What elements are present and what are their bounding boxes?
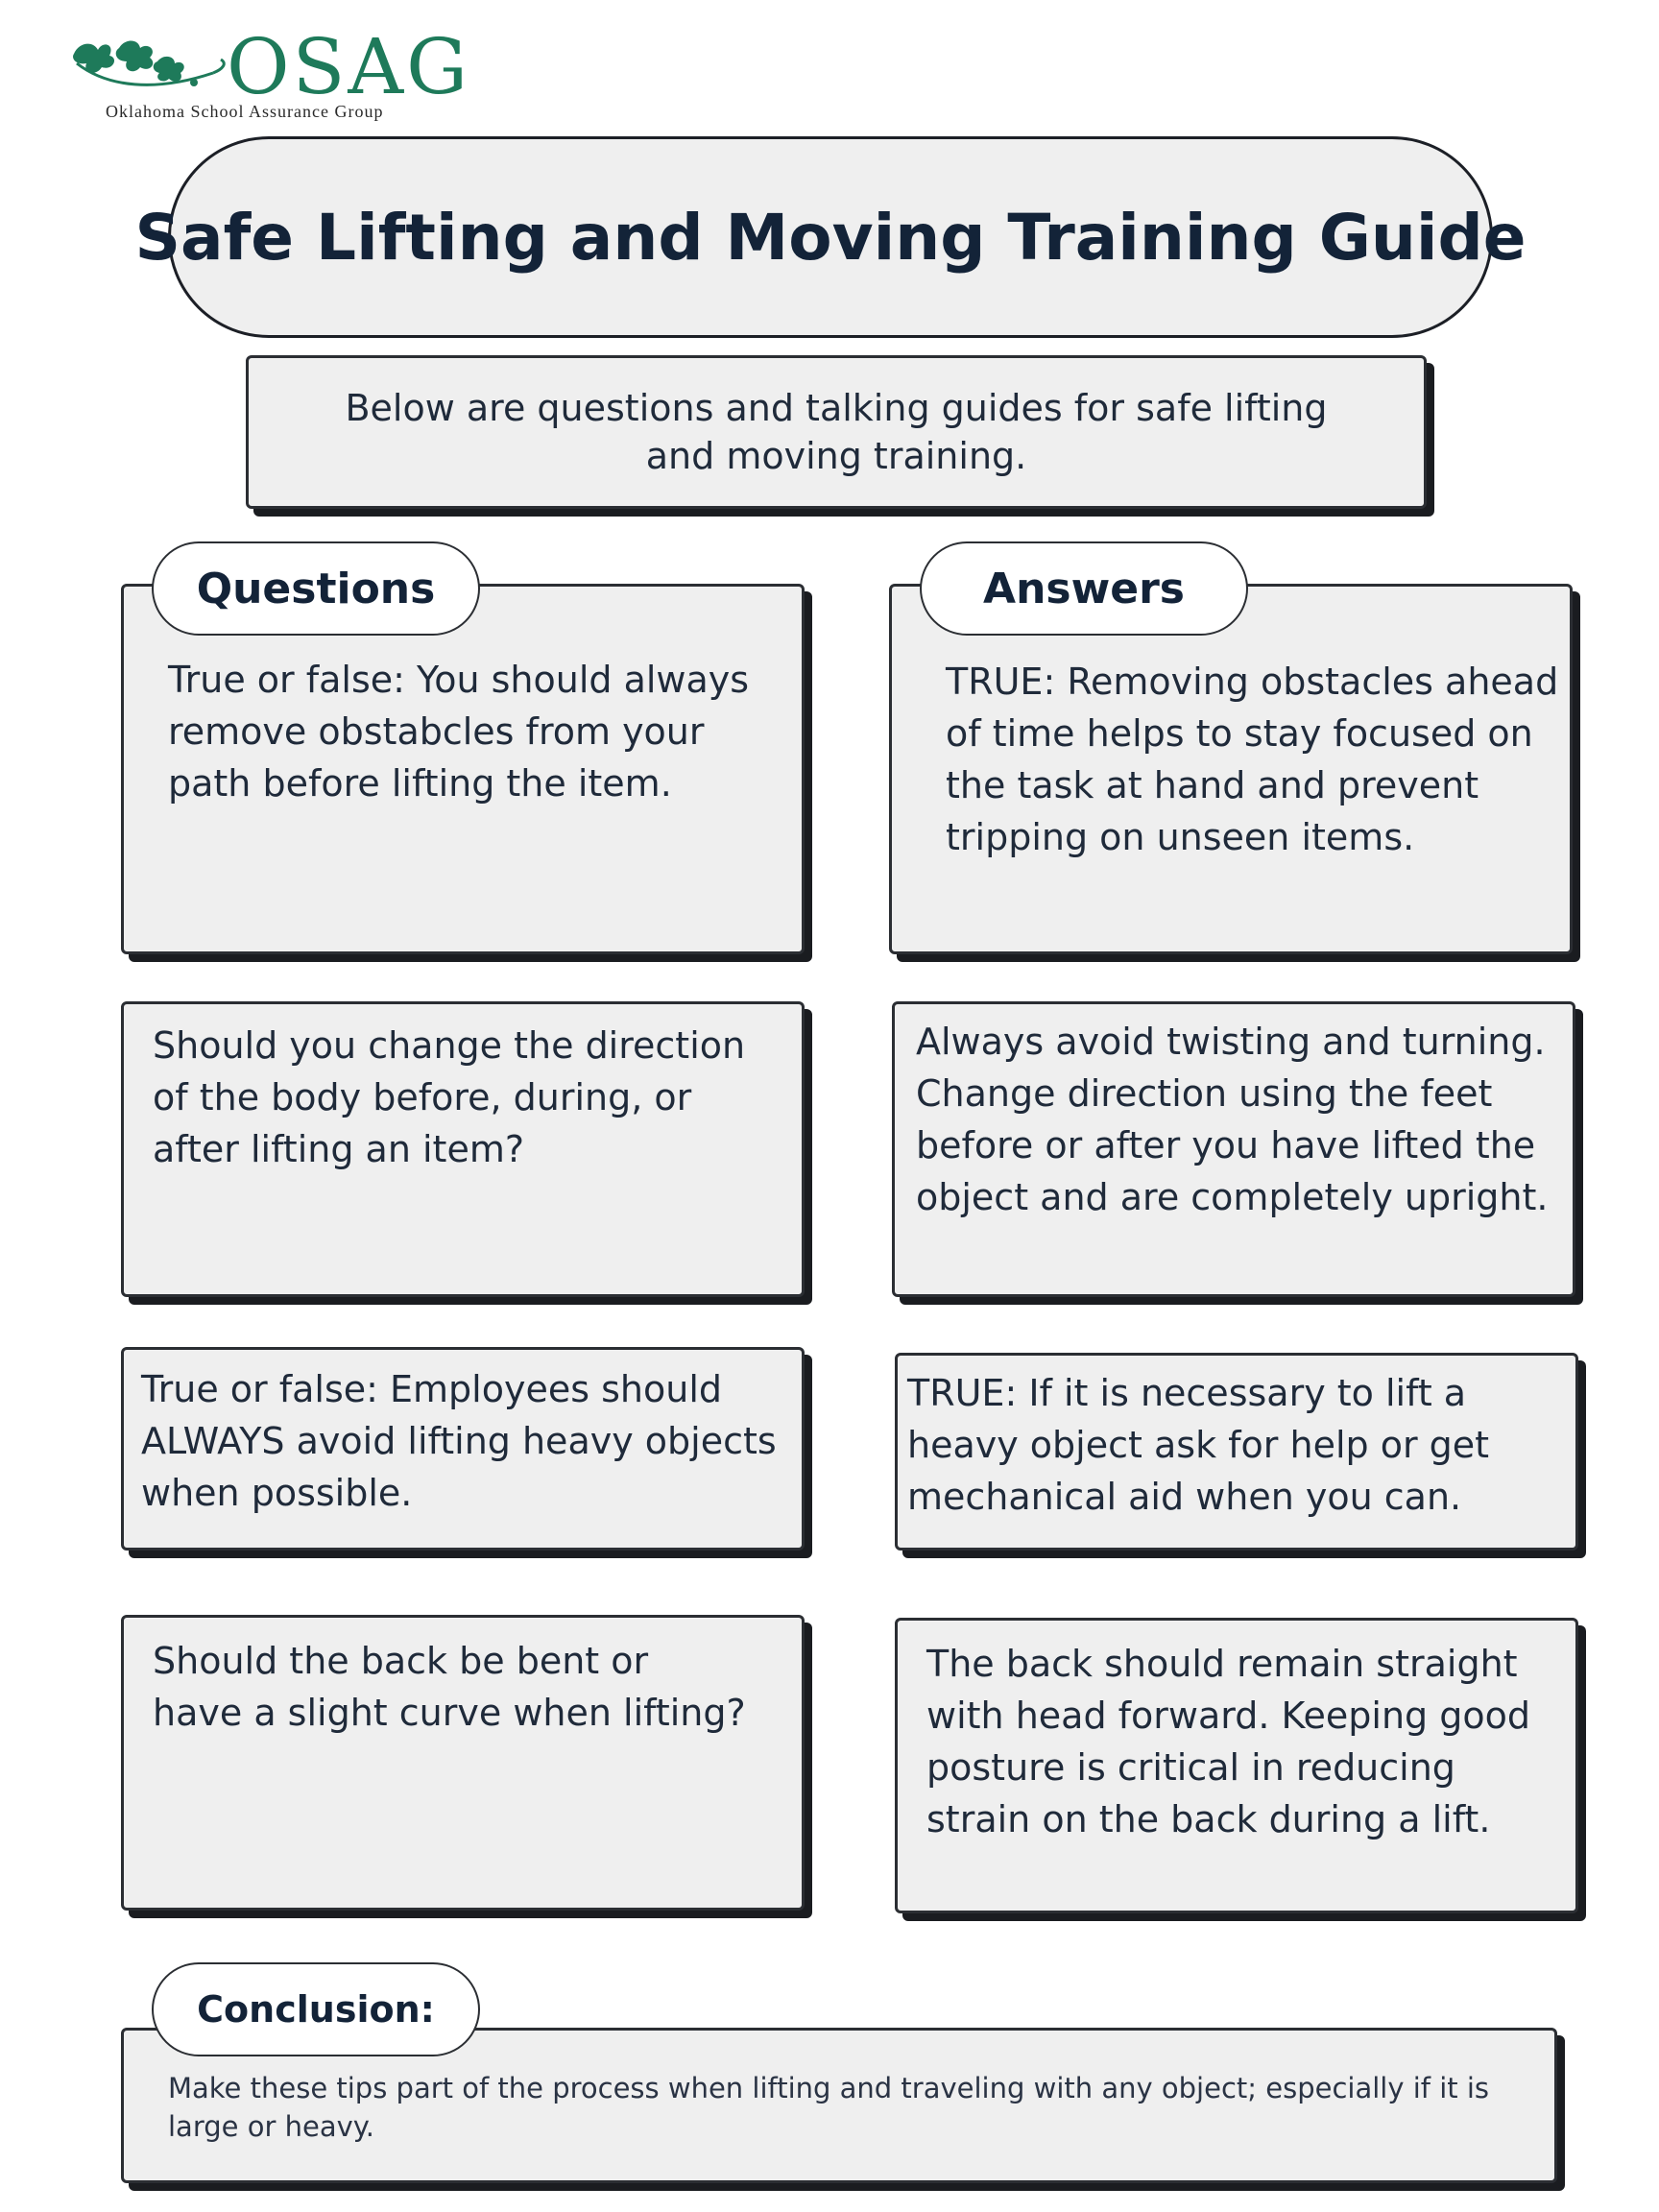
answer-card-2 bbox=[892, 1001, 1575, 1297]
answer-text: The back should remain straight with head forward. Keeping good posture is critical in reducing strain on the back during a lift. bbox=[926, 1643, 1530, 1840]
question-card-3 bbox=[121, 1347, 805, 1551]
title-pill bbox=[134, 136, 1527, 338]
question-card-2 bbox=[121, 1001, 805, 1297]
question-text: True or false: Employees should ALWAYS avoid lifting heavy objects when possible. bbox=[141, 1368, 777, 1514]
conclusion-text: Make these tips part of the process when lifting and traveling with any object; especially if it is large or heavy. bbox=[168, 2072, 1490, 2143]
answer-text: TRUE: If it is necessary to lift a heavy object ask for help or get mechanical aid when you can. bbox=[907, 1372, 1490, 1518]
answer-text: Always avoid twisting and turning. Change direction using the feet before or after you have lifted the object and are completely upright. bbox=[916, 1021, 1549, 1218]
answers-tab: Answers bbox=[920, 541, 1248, 636]
page-title: Safe Lifting and Moving Training Guide bbox=[134, 200, 1527, 275]
logo-subtitle: Oklahoma School Assurance Group bbox=[106, 102, 384, 121]
question-text: Should you change the direction of the body before, during, or after lifting an item? bbox=[153, 1024, 746, 1170]
question-text: Should the back be bent or have a slight curve when lifting? bbox=[153, 1640, 746, 1734]
answer-card-1 bbox=[889, 584, 1573, 954]
answer-text: TRUE: Removing obstacles ahead of time helps to stay focused on the task at hand and prevent tripping on unseen items. bbox=[946, 661, 1559, 858]
answer-card-3 bbox=[895, 1353, 1578, 1551]
logo-wordmark: OSAG bbox=[227, 22, 471, 111]
question-card-1 bbox=[121, 584, 805, 954]
ivy-leaves-icon bbox=[69, 35, 232, 102]
question-card-4 bbox=[121, 1615, 805, 1911]
answer-card-4 bbox=[895, 1618, 1578, 1913]
questions-tab: Questions bbox=[152, 541, 480, 636]
intro-box bbox=[246, 355, 1427, 509]
conclusion-tab: Conclusion: bbox=[152, 1962, 480, 2056]
question-text: True or false: You should always remove obstabcles from your path before lifting the item. bbox=[168, 659, 750, 805]
intro-text: Below are questions and talking guides for safe lifting and moving training. bbox=[345, 387, 1328, 477]
